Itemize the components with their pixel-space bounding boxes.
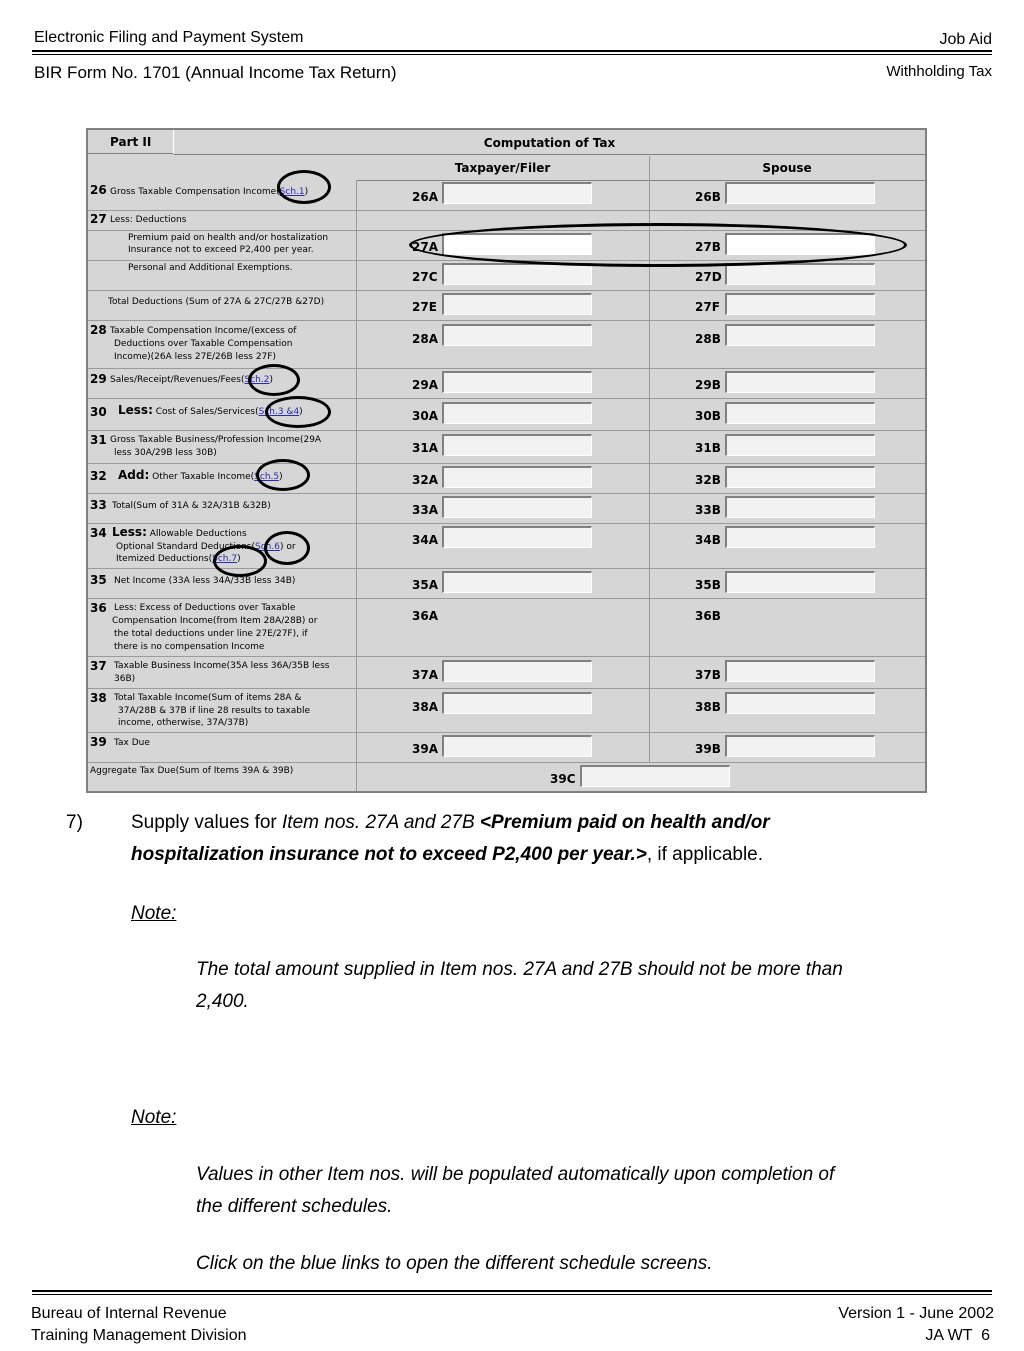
row-number: 34 — [90, 526, 107, 540]
sch7-link[interactable]: Sch.7 — [212, 554, 238, 564]
input-38a[interactable] — [442, 692, 592, 714]
highlight-sch2 — [248, 364, 300, 396]
note1-line1: The total amount supplied in Item nos. 27A and 27B should not be more than — [196, 959, 843, 980]
row-desc-3: income, otherwise, 37A/37B) — [118, 718, 249, 728]
input-32a[interactable] — [442, 466, 592, 488]
row-39 — [88, 732, 925, 763]
input-26a[interactable] — [442, 182, 592, 204]
row-36 — [88, 598, 925, 657]
highlight-sch7 — [213, 545, 267, 577]
section-label: Withholding Tax — [886, 63, 992, 80]
row-33 — [88, 493, 925, 524]
row-number: 37 — [90, 659, 107, 673]
input-39c[interactable] — [580, 765, 730, 787]
row-desc: Less: Allowable Deductions — [112, 525, 247, 539]
row-number: 36 — [90, 601, 107, 615]
row-number: 39 — [90, 735, 107, 749]
code-27b: 27B — [695, 240, 721, 254]
input-37a[interactable] — [442, 660, 592, 682]
code-37b: 37B — [695, 668, 721, 682]
code-27d: 27D — [695, 270, 722, 284]
note-label-1: Note: — [131, 903, 177, 924]
row-desc: Add: Other Taxable Income(Sch.5) — [118, 468, 283, 482]
row-desc-3: Income)(26A less 27E/26B less 27F) — [114, 352, 276, 362]
part-label: Part II — [88, 130, 174, 154]
row-27c — [88, 260, 925, 291]
row-31 — [88, 430, 925, 464]
row-number: 28 — [90, 323, 107, 337]
row-desc: Less: Cost of Sales/Services(Sch.3 &4) — [118, 403, 303, 417]
row-desc: Taxable Compensation Income/(excess of — [110, 326, 297, 336]
code-28b: 28B — [695, 332, 721, 346]
code-35a: 35A — [412, 578, 438, 592]
code-26a: 26A — [412, 190, 438, 204]
input-26b[interactable] — [725, 182, 875, 204]
row-desc: Net Income (33A less 34A/33B less 34B) — [114, 576, 296, 586]
row-number: 31 — [90, 433, 107, 447]
input-28b[interactable] — [725, 324, 875, 346]
input-33b[interactable] — [725, 496, 875, 518]
code-32b: 32B — [695, 473, 721, 487]
code-35b: 35B — [695, 578, 721, 592]
sch6-link[interactable]: Sch.6 — [255, 542, 280, 552]
row-desc-2: Optional Standard Deductions(Sch.6) or — [116, 542, 296, 552]
footer-page: JA WT 6 — [925, 1327, 990, 1344]
row-desc: Total Taxable Income(Sum of items 28A & — [114, 693, 302, 703]
input-27d[interactable] — [725, 263, 875, 285]
input-30a[interactable] — [442, 402, 592, 424]
input-27f[interactable] — [725, 293, 875, 315]
input-34a[interactable] — [442, 526, 592, 548]
sch2-link[interactable]: Sch.2 — [244, 375, 270, 385]
row-number: 30 — [90, 405, 107, 419]
row-38 — [88, 688, 925, 733]
highlight-27a-27b — [409, 223, 907, 267]
form-name: BIR Form No. 1701 (Annual Income Tax Return) — [34, 63, 397, 82]
note2-line3: Click on the blue links to open the different schedule screens. — [196, 1253, 713, 1274]
footer-division: Training Management Division — [31, 1327, 247, 1344]
row-number: 29 — [90, 372, 107, 386]
input-39b[interactable] — [725, 735, 875, 757]
code-30a: 30A — [412, 409, 438, 423]
input-31a[interactable] — [442, 434, 592, 456]
code-28a: 28A — [412, 332, 438, 346]
code-38a: 38A — [412, 700, 438, 714]
row-desc: Taxable Business Income(35A less 36A/35B less — [114, 661, 330, 671]
row-27e — [88, 290, 925, 321]
input-38b[interactable] — [725, 692, 875, 714]
job-aid-label: Job Aid — [939, 31, 992, 48]
header-rule — [32, 50, 992, 55]
row-26 — [88, 180, 925, 211]
code-33b: 33B — [695, 503, 721, 517]
row-desc-2: Deductions over Taxable Compensation — [114, 339, 293, 349]
input-28a[interactable] — [442, 324, 592, 346]
row-desc-2: Compensation Income(from Item 28A/28B) or — [112, 616, 318, 626]
row-desc-3: Itemized Deductions(Sch.7) — [116, 554, 241, 564]
code-29a: 29A — [412, 378, 438, 392]
highlight-sch5 — [256, 459, 310, 491]
input-31b[interactable] — [725, 434, 875, 456]
code-39a: 39A — [412, 742, 438, 756]
code-27c: 27C — [412, 270, 438, 284]
row-desc-2: less 30A/29B less 30B) — [114, 448, 217, 458]
input-37b[interactable] — [725, 660, 875, 682]
note-label-2: Note: — [131, 1107, 177, 1128]
row-desc: Gross Taxable Business/Profession Income(29A — [110, 435, 322, 445]
highlight-sch6 — [264, 531, 310, 565]
sch1-link[interactable]: Sch.1 — [279, 187, 305, 197]
row-desc-3: the total deductions under line 27E/27F), if — [114, 629, 308, 639]
code-39c: 39C — [550, 772, 576, 786]
row-desc: Total(Sum of 31A & 32A/31B &32B) — [112, 501, 271, 511]
form-title: Computation of Tax — [174, 130, 925, 155]
code-27e: 27E — [412, 300, 437, 314]
code-34b: 34B — [695, 533, 721, 547]
footer-version: Version 1 - June 2002 — [838, 1305, 994, 1322]
input-33a[interactable] — [442, 496, 592, 518]
input-35b[interactable] — [725, 571, 875, 593]
code-32a: 32A — [412, 473, 438, 487]
code-33a: 33A — [412, 503, 438, 517]
input-27c[interactable] — [442, 263, 592, 285]
row-desc-4: there is no compensation Income — [114, 642, 265, 652]
note1-line2: 2,400. — [196, 991, 249, 1012]
row-desc: Gross Taxable Compensation Income(Sch.1) — [110, 187, 309, 197]
row-desc: Less: Excess of Deductions over Taxable — [114, 603, 296, 613]
footer-rule — [32, 1290, 992, 1295]
input-39a[interactable] — [442, 735, 592, 757]
row-37 — [88, 656, 925, 689]
step-instruction: Supply values for Item nos. 27A and 27B <Premium paid on health and/or hospitalization insurance not to exceed P2,400 per year.>, if applicable. — [131, 812, 770, 865]
input-27e[interactable] — [442, 293, 592, 315]
row-desc: Aggregate Tax Due(Sum of Items 39A & 39B) — [90, 766, 294, 776]
footer-org: Bureau of Internal Revenue — [31, 1305, 227, 1322]
code-27a: 27A — [412, 240, 438, 254]
code-39b: 39B — [695, 742, 721, 756]
row-number: 38 — [90, 691, 107, 705]
code-26b: 26B — [695, 190, 721, 204]
col-taxpayer-header: Taxpayer/Filer — [356, 156, 650, 181]
highlight-sch3-4 — [265, 396, 331, 428]
highlight-sch1 — [277, 170, 331, 204]
row-desc: Personal and Additional Exemptions. — [128, 263, 293, 273]
code-27f: 27F — [695, 300, 720, 314]
row-28 — [88, 320, 925, 369]
row-desc: Premium paid on health and/or hostalization — [128, 233, 329, 243]
row-number: 27 — [90, 212, 107, 226]
input-29a[interactable] — [442, 371, 592, 393]
row-number: 26 — [90, 183, 107, 197]
note2-line1: Values in other Item nos. will be populated automatically upon completion of — [196, 1164, 835, 1185]
code-30b: 30B — [695, 409, 721, 423]
row-number: 32 — [90, 469, 107, 483]
row-desc-2: Insurance not to exceed P2,400 per year. — [128, 245, 314, 255]
sch5-link[interactable]: Sch.5 — [254, 472, 280, 482]
code-36a: 36A — [412, 609, 438, 623]
row-desc-2: 36B) — [114, 674, 136, 684]
step-number: 7) — [66, 812, 83, 833]
system-title: Electronic Filing and Payment System — [34, 29, 304, 46]
note2-line2: the different schedules. — [196, 1196, 393, 1217]
row-number: 33 — [90, 498, 107, 512]
code-38b: 38B — [695, 700, 721, 714]
code-37a: 37A — [412, 668, 438, 682]
row-desc-2: 37A/28B & 37B if line 28 results to taxable — [118, 706, 310, 716]
row-desc: Less: Deductions — [110, 215, 187, 225]
row-30 — [88, 398, 925, 431]
row-number: 35 — [90, 573, 107, 587]
row-desc: Sales/Receipt/Revenues/Fees(Sch.2) — [110, 375, 273, 385]
code-31b: 31B — [695, 441, 721, 455]
code-31a: 31A — [412, 441, 438, 455]
sch3-4-link[interactable]: Sch.3 &4 — [258, 407, 300, 417]
row-39c — [88, 762, 925, 791]
row-35 — [88, 568, 925, 599]
code-36b: 36B — [695, 609, 721, 623]
code-29b: 29B — [695, 378, 721, 392]
input-35a[interactable] — [442, 571, 592, 593]
input-29b[interactable] — [725, 371, 875, 393]
row-desc: Tax Due — [114, 738, 150, 748]
input-32b[interactable] — [725, 466, 875, 488]
input-34b[interactable] — [725, 526, 875, 548]
col-spouse-header: Spouse — [649, 156, 925, 181]
input-30b[interactable] — [725, 402, 875, 424]
row-32 — [88, 463, 925, 494]
row-desc: Total Deductions (Sum of 27A & 27C/27B &27D) — [108, 297, 325, 307]
row-29 — [88, 368, 925, 399]
code-34a: 34A — [412, 533, 438, 547]
